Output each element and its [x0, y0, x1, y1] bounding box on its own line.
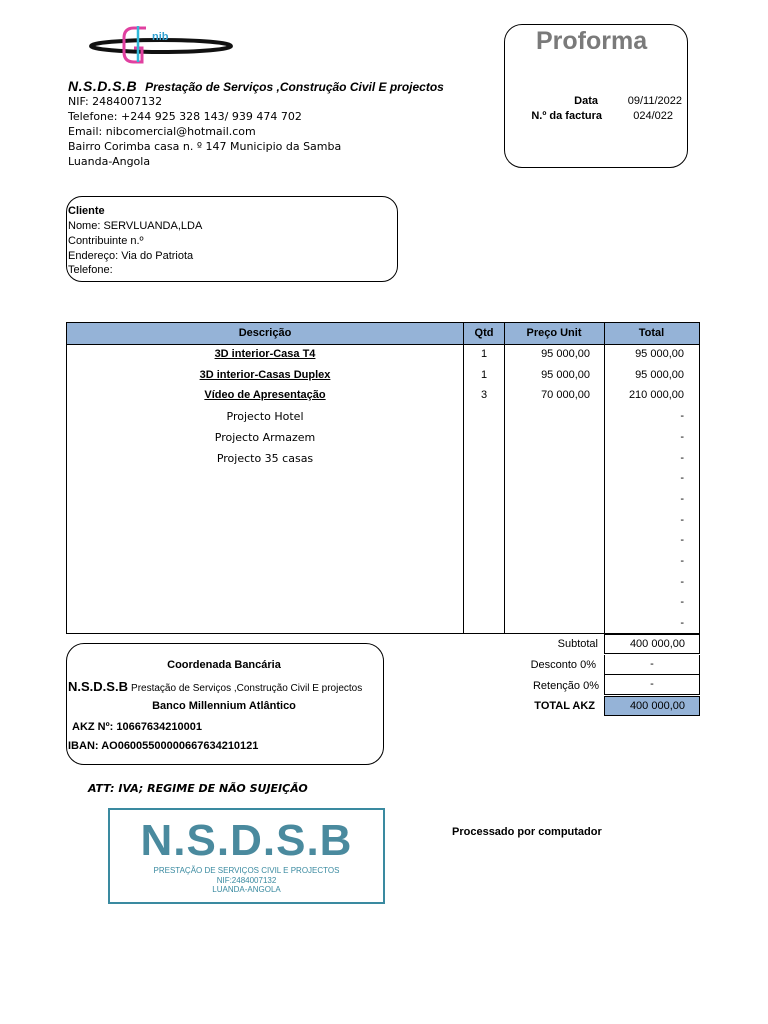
row-total: -: [680, 555, 684, 567]
table-row: [67, 428, 699, 449]
total-label: TOTAL AKZ: [534, 700, 595, 712]
row-total: -: [680, 534, 684, 547]
table-row: [67, 511, 699, 532]
row-total: 95 000,00: [635, 348, 684, 360]
header-description: Descrição: [238, 327, 292, 339]
row-description: 3D interior-Casa T4: [214, 348, 316, 360]
row-total: -: [680, 410, 684, 423]
row-total: -: [680, 513, 684, 526]
row-total: -: [680, 472, 684, 485]
stamp-line-services: PRESTAÇÃO DE SERVIÇOS CIVIL E PROJECTOS: [153, 866, 340, 875]
row-total: -: [680, 492, 684, 505]
row-description: Projecto Armazem: [214, 430, 316, 444]
table-row: [67, 407, 699, 428]
table-row: [67, 386, 699, 407]
discount-label: Desconto 0%: [530, 659, 596, 671]
vat-note: ATT: IVA; REGIME DE NÃO SUJEIÇÃO: [88, 782, 308, 795]
table-row: [67, 573, 699, 594]
company-name: N.S.D.S.B: [68, 78, 138, 94]
bank-company-name: N.S.D.S.B: [68, 679, 128, 694]
row-total: -: [680, 430, 684, 443]
bank-company: [68, 679, 362, 694]
row-total: -: [680, 575, 684, 588]
bank-heading: Coordenada Bancária: [167, 659, 281, 671]
row-unit-price: 70 000,00: [541, 389, 590, 402]
bank-name: Banco Millennium Atlântico: [152, 700, 296, 712]
row-description: 3D interior-Casas Duplex: [199, 368, 331, 381]
table-row: [67, 469, 699, 490]
stamp-line-city: LUANDA-ANGOLA: [212, 885, 281, 894]
client-heading: Cliente: [68, 205, 105, 217]
client-phone: Telefone:: [68, 264, 113, 276]
client-address: Endereço: Via do Patriota: [68, 250, 194, 262]
date-label: Data: [574, 95, 598, 107]
row-description: Vídeo de Apresentação: [204, 389, 326, 402]
row-description: Projecto Hotel: [226, 410, 304, 424]
row-quantity: 1: [480, 348, 488, 360]
row-quantity: 3: [480, 389, 488, 402]
row-unit-price: 95 000,00: [541, 368, 590, 381]
row-quantity: 1: [480, 368, 488, 381]
client-taxpayer: Contribuinte n.º: [68, 235, 144, 247]
retention-value: -: [604, 675, 700, 695]
logo-text: nib: [152, 31, 169, 43]
company-address: Bairro Corimba casa n. º 147 Municipio da Samba: [68, 140, 342, 153]
row-total: -: [680, 596, 684, 609]
processed-note: Processado por computador: [452, 826, 602, 838]
date-value: 09/11/2022: [627, 95, 682, 107]
client-name: Nome: SERVLUANDA,LDA: [68, 220, 203, 232]
row-total: -: [680, 451, 684, 464]
table-row: [67, 490, 699, 511]
header-quantity: Qtd: [474, 327, 494, 339]
table-row: [67, 345, 699, 366]
discount-value: -: [604, 655, 700, 675]
total-value: 400 000,00: [604, 696, 700, 716]
invoice-number-label: N.º da factura: [531, 110, 602, 122]
table-row: [67, 449, 699, 470]
row-description: Projecto 35 casas: [216, 451, 314, 465]
row-total: 95 000,00: [635, 368, 684, 381]
document-title: Proforma: [536, 27, 648, 55]
row-unit-price: 95 000,00: [541, 348, 590, 360]
company-logo: [86, 22, 236, 66]
company-stamp: [108, 808, 385, 904]
table-row: [67, 593, 699, 614]
bank-iban: IBAN: AO06005500000667634210121: [68, 740, 259, 752]
company-city: Luanda-Angola: [68, 155, 151, 168]
company-phone: Telefone: +244 925 328 143/ 939 474 702: [68, 110, 302, 123]
row-total: -: [680, 617, 684, 630]
company-tagline: Prestação de Serviços ,Construção Civil E projectos: [145, 80, 444, 94]
table-row: [67, 614, 699, 635]
table-row: [67, 366, 699, 387]
subtotal-value: 400 000,00: [604, 634, 700, 654]
retention-label: Retenção 0%: [532, 680, 599, 692]
bank-company-tagline: Prestação de Serviços ,Construção Civil E projectos: [131, 683, 363, 694]
company-email: Email: nibcomercial@hotmail.com: [68, 125, 256, 138]
company-header: [68, 78, 444, 96]
stamp-title: N.S.D.S.B: [140, 816, 353, 865]
header-total: Total: [638, 327, 665, 339]
invoice-number-value: 024/022: [633, 110, 673, 122]
table-row: [67, 552, 699, 573]
subtotal-label: Subtotal: [557, 638, 598, 650]
row-total: 210 000,00: [628, 389, 684, 402]
stamp-line-nif: NIF:2484007132: [216, 876, 277, 885]
bank-akz-number: AKZ Nº: 10667634210001: [72, 721, 202, 733]
company-nif: NIF: 2484007132: [68, 95, 163, 108]
header-unit-price: Preço Unit: [526, 327, 582, 339]
table-row: [67, 531, 699, 552]
items-table: [66, 322, 700, 634]
